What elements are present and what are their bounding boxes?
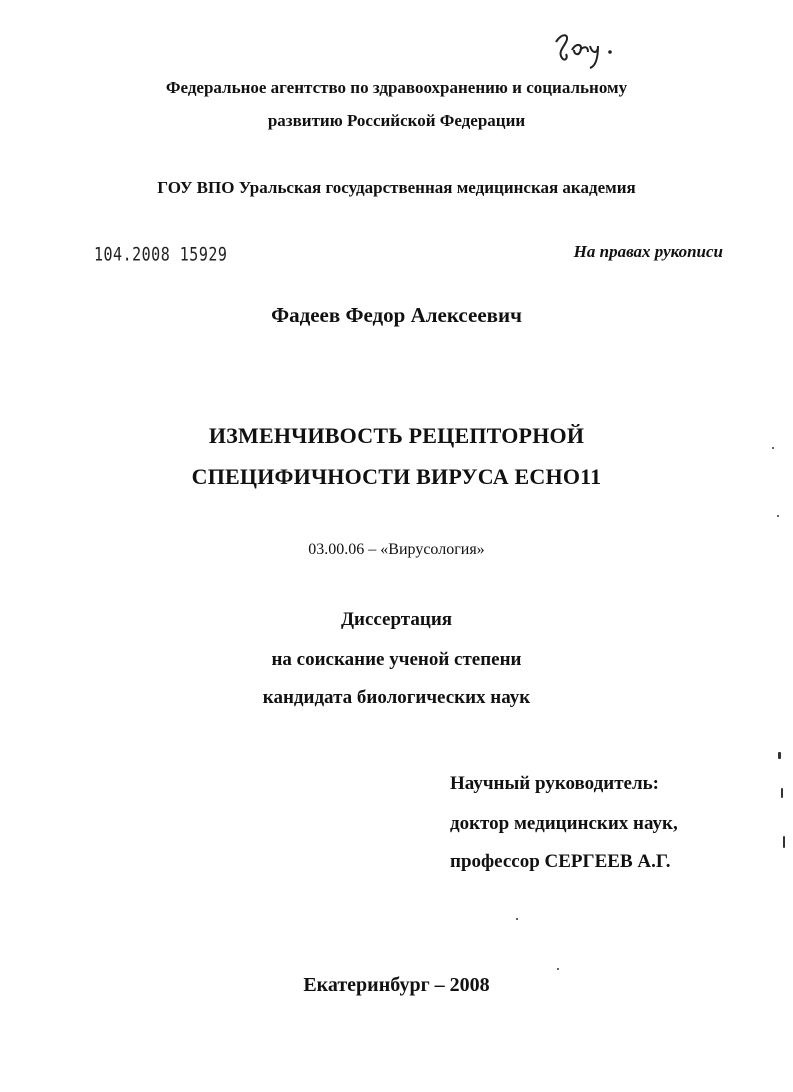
- advisor-line-1: Научный руководитель:: [450, 773, 659, 794]
- handwritten-note: [552, 28, 622, 75]
- academy-name: ГОУ ВПО Уральская государственная медицинская академия: [157, 178, 636, 197]
- advisor-line-3: профессор СЕРГЕЕВ А.Г.: [450, 851, 671, 872]
- title-line-2: СПЕЦИФИЧНОСТИ ВИРУСА ЕСНО11: [191, 464, 602, 489]
- scan-speck: [557, 968, 559, 970]
- author-name: Фадеев Федор Алексеевич: [271, 303, 522, 327]
- city-year: Екатеринбург – 2008: [303, 974, 490, 996]
- handwritten-signature-icon: [552, 28, 622, 70]
- advisor-line-2: доктор медицинских наук,: [450, 813, 678, 834]
- registry-stamp: 104.2008 15929: [94, 243, 228, 266]
- agency-line-1: Федеральное агентство по здравоохранению и социальному: [165, 78, 628, 97]
- scan-speck: [516, 918, 518, 920]
- thesis-line-1: Диссертация: [340, 609, 453, 630]
- agency-line-2: развитию Российской Федерации: [267, 111, 526, 130]
- thesis-line-2: на соискание ученой степени: [271, 649, 522, 670]
- title-line-1: ИЗМЕНЧИВОСТЬ РЕЦЕПТОРНОЙ: [208, 423, 585, 448]
- scan-speck: [783, 836, 785, 848]
- scan-speck: [778, 752, 781, 759]
- specialty-code: 03.00.06 – «Вирусология»: [308, 541, 485, 558]
- scan-speck: [772, 447, 774, 449]
- scan-speck: [781, 788, 783, 798]
- thesis-line-3: кандидата биологических наук: [262, 687, 531, 708]
- scan-speck: [777, 515, 779, 517]
- manuscript-rights: На правах рукописи: [573, 242, 723, 261]
